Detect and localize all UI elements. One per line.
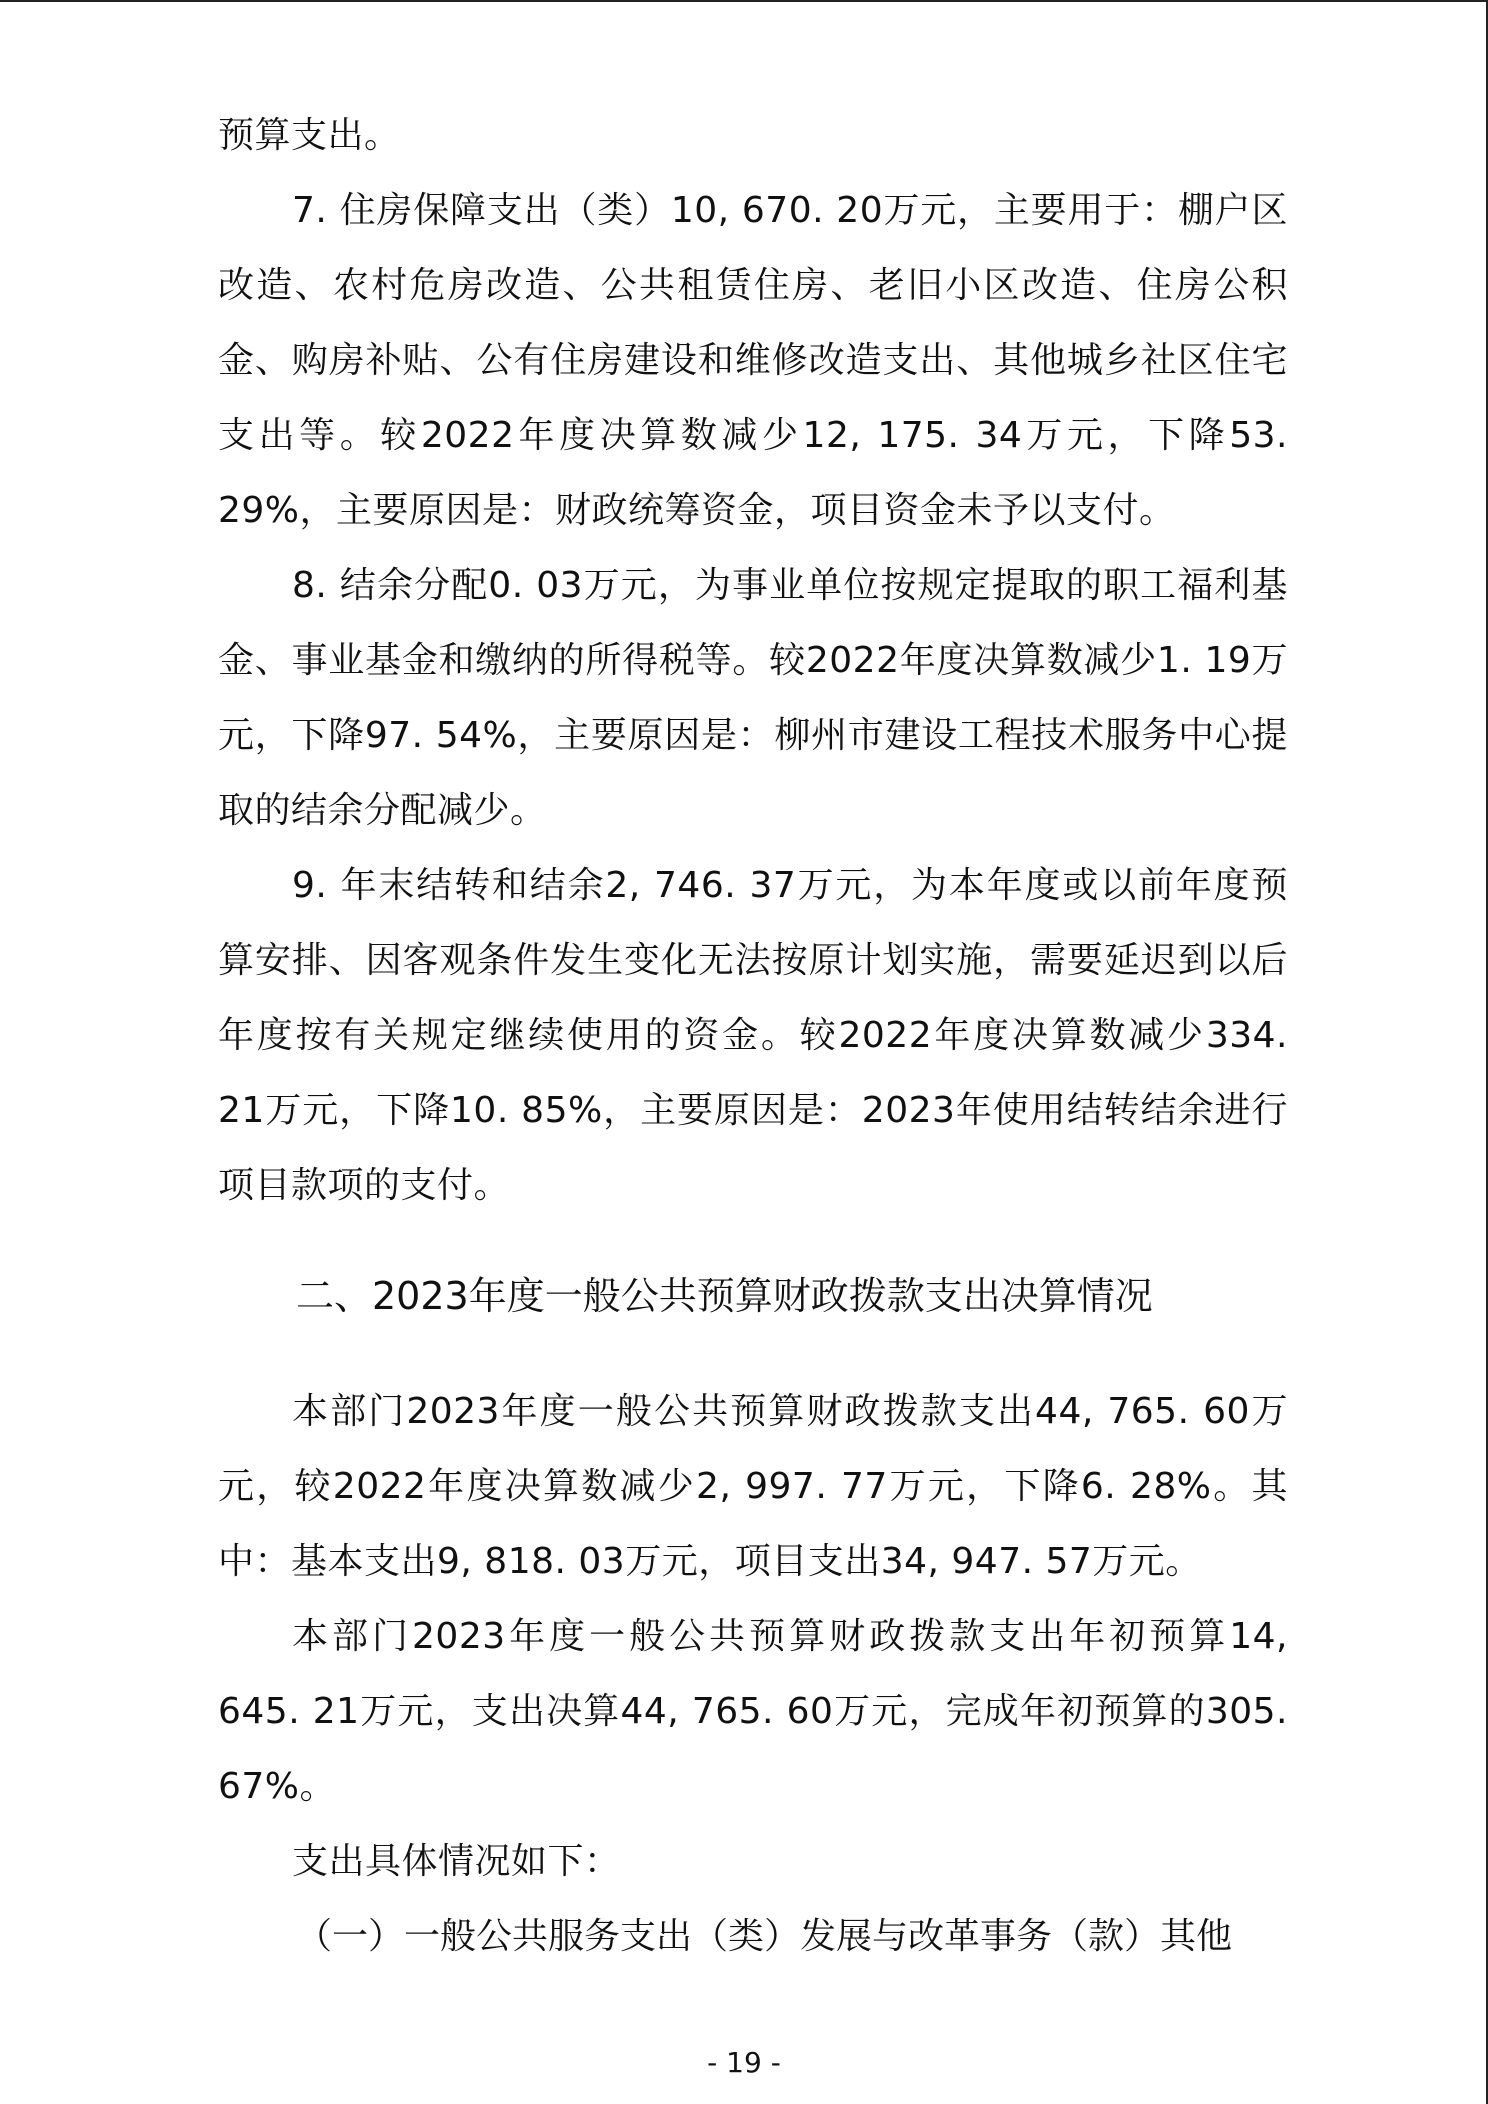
section-heading: 二、2023年度一般公共预算财政拨款支出决算情况 — [296, 1274, 1153, 1318]
document-body — [218, 98, 1288, 1974]
page-number: - 19 - — [707, 2046, 781, 2079]
paragraph-general-budget-total: 本部门2023年度一般公共预算财政拨款支出44, 765. 60万元，较2022年度决算数减少2, 997. 77万元，下降6. 28%。其中：基本支出9, 818. 03万元，项目支出34, 947. 57万元。 — [218, 1391, 1288, 1582]
paragraph-year-end-carryover: 9. 年末结转和结余2, 746. 37万元，为本年度或以前年度预算安排、因客观条件发生变化无法按原计划实施，需要延迟到以后年度按有关规定继续使用的资金。较2022年度决算数减少334. 21万元，下降10. 85%，主要原因是：2023年使用结转结余进行项目款项的支付。 — [218, 865, 1288, 1206]
spacer — [218, 1223, 1288, 1259]
spacer — [218, 1334, 1288, 1374]
paragraph-initial-budget: 本部门2023年度一般公共预算财政拨款支出年初预算14, 645. 21万元，支出决算44, 765. 60万元，完成年初预算的305. 67%。 — [218, 1616, 1288, 1807]
paragraph-details-intro: 支出具体情况如下： — [292, 1841, 621, 1882]
paragraph-housing-expenditure: 7. 住房保障支出（类）10, 670. 20万元，主要用于：棚户区改造、农村危房改造、公共租赁住房、老旧小区改造、住房公积金、购房补贴、公有住房建设和维修改造支出、其他城乡社区住宅支出等。较2022年度决算数减少12, 175. 34万元，下降53. 29%，主要原因是：财政统筹资金，项目资金未予以支付。 — [218, 190, 1288, 531]
paragraph-surplus-distribution: 8. 结余分配0. 03万元，为事业单位按规定提取的职工福利基金、事业基金和缴纳的所得税等。较2022年度决算数减少1. 19万元，下降97. 54%，主要原因是：柳州市建设工程技术服务中心提取的结余分配减少。 — [218, 565, 1288, 831]
sub-heading-general-public-services: （一）一般公共服务支出（类）发展与改革事务（款）其他 — [296, 1916, 1233, 1957]
paragraph-budget-tail: 预算支出。 — [218, 115, 401, 156]
